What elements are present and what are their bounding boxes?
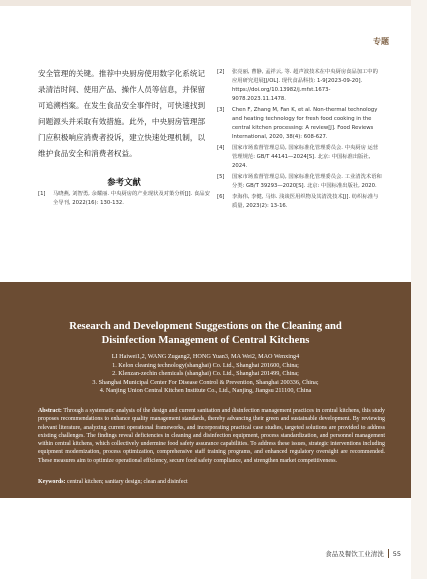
footer-separator <box>388 549 389 558</box>
reference-text: 张亮丽, 曹静, 孟祥云, 等. 超声波技术在中央厨房食品加工中的应用研究进展[J/OL]. 现代食品科技: 1-9[2023-09-20]. https://doi.org/10.13982/j.mfst.1673-9078.2023.11.1478. <box>232 69 378 102</box>
reference-item <box>217 106 382 142</box>
reference-number: [3] <box>217 107 225 113</box>
references-right-column <box>217 68 382 213</box>
reference-number: [1] <box>38 191 46 197</box>
right-decoration-strip <box>411 0 427 579</box>
reference-item <box>217 193 382 211</box>
keywords-label: Keywords: <box>38 479 66 485</box>
reference-text: Chen F, Zhang M, Fan K, et al. Non-thermal technology and heating technology for fresh food cooking in the central kitchen processing: A review[J]. Food Reviews International, 2020, 38(4): 608-627. <box>232 107 378 140</box>
english-title-line: Research and Development Suggestions on the Cleaning and <box>69 321 342 332</box>
abstract-label: Abstract: <box>38 408 62 414</box>
reference-number: [6] <box>217 194 225 200</box>
reference-text: 国家市场监督管理总局, 国家标准化管理委员会. 工业清洗术语和分类: GB/T 39293—2020[S]. 北京: 中国标准出版社, 2020. <box>232 174 382 189</box>
affiliation: 3. Shanghai Municipal Center For Disease Control & Prevention, Shanghai 200336, China; <box>92 378 319 386</box>
author-list: LI Haiwei1,2, WANG Zugang2, HONG Yuan3, MA Wei2, MAO Wenxing4 <box>111 353 300 360</box>
references-left-column <box>38 190 210 210</box>
reference-item <box>38 190 210 208</box>
reference-number: [5] <box>217 174 225 180</box>
journal-name: 食品及餐饮工业清洗 <box>325 550 384 558</box>
keywords-text: central kitchen; sanitary design; clean and disinfect <box>66 479 188 485</box>
reference-item <box>217 68 382 104</box>
body-paragraph: 安全管理的关键。推荐中央厨房使用数字化系统记录清洁时间、使用产品、操作人员等信息，并保留可追溯档案。在发生食品安全事件时，可快速找到问题源头并采取有效措施。此外，中央厨房管理部门应积极响应消费者投诉，建立快速处理机制，以维护食品安全和消费者权益。 <box>38 69 206 158</box>
top-decoration-bar <box>0 0 427 6</box>
reference-number: [4] <box>217 145 225 151</box>
abstract <box>38 407 385 465</box>
english-title <box>10 320 401 348</box>
affiliation: 2. Klenzan-zechin chemicals (shanghai) Co. Ltd., Shanghai 201499, China; <box>112 370 299 377</box>
english-title-line: Disinfection Management of Central Kitchens <box>101 335 310 346</box>
page-number: 55 <box>392 549 401 558</box>
section-tag: 专题 <box>373 37 389 46</box>
page-footer <box>325 549 401 558</box>
reference-text: 马晓燕, 刘智勇, 余耀丽. 中央厨房的产业现状及对策分析[J]. 食品安全导刊, 2022(16): 130-132. <box>53 191 210 206</box>
reference-text: 国家市场监督管理总局, 国家标准化管理委员会. 中央厨房 运营管理规范: GB/T 44141—2024[S]. 北京: 中国标准出版社, 2024. <box>232 145 379 169</box>
reference-item <box>217 144 382 171</box>
reference-number: [2] <box>217 69 225 75</box>
affiliation: 4. Nanjing Union Central Kitchen Institute Co., Ltd., Nanjing, Jiangsu 211100, China <box>99 387 312 394</box>
english-abstract-panel <box>0 282 411 498</box>
abstract-text: Through a systematic analysis of the design and current sanitation and disinfection management practices in central kitchens, this study proposes recommendations to enhance quality management standards, thereby advancing their green and sustainable development. By reviewing relevant literature, analyzing current operational frameworks, and incorporating practical case studies, targeted solutions are provided to address existing challenges. The findings reveal deficiencies in cleaning and disinfection equipment, process standardization, and personnel management within central kitchens, which collectively undermine food safety assurance capabilities. To address these issues, strategic interventions including equipment modernization, process optimization, comprehensive staff training programs, and enhanced regulatory oversight are recommended. These measures aim to optimize operational efficiency, secure food safety compliance, and strengthen market competitiveness. <box>38 408 385 464</box>
keywords <box>38 478 385 486</box>
authors-block <box>10 353 401 396</box>
body-text-left <box>38 66 210 162</box>
affiliation: 1. Kelon cleaning technology(shanghai) Co. Ltd., Shanghai 201600, China; <box>112 361 299 369</box>
reference-text: 李海伟, 李健, 马炜. 浅谈医用织物及其清洗技术[J]. 纺织标准与质量, 2023(2): 13-16. <box>232 194 379 209</box>
references-heading: 参考文献 <box>107 177 141 187</box>
reference-item <box>217 173 382 191</box>
